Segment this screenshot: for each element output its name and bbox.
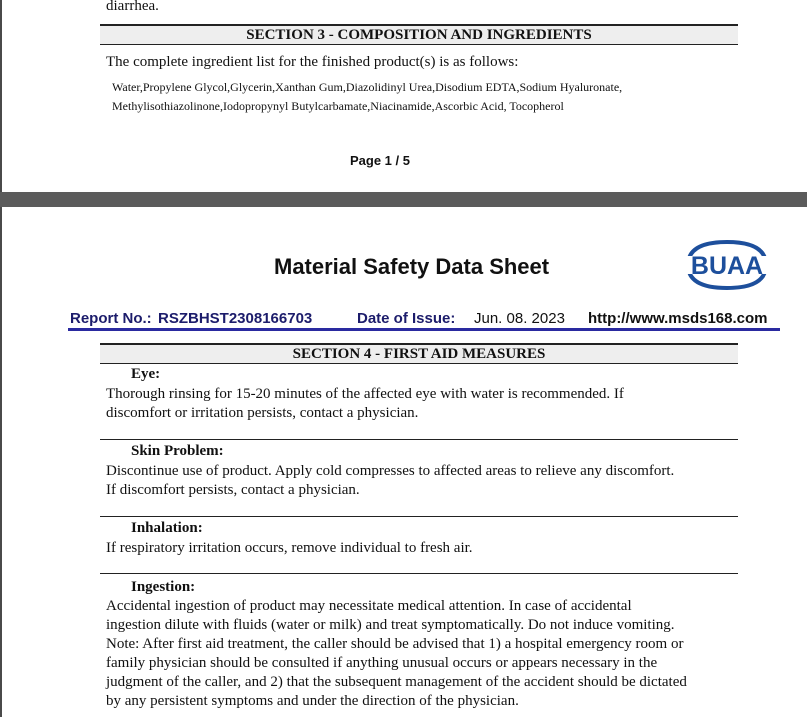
document-page-1	[0, 0, 807, 192]
skin-text-line-2: If discomfort persists, contact a physician.	[106, 482, 360, 498]
buaa-logo	[678, 239, 776, 291]
website-link[interactable]: http://www.msds168.com	[588, 310, 768, 327]
page-number: Page 1 / 5	[350, 153, 410, 168]
inhalation-heading: Inhalation:	[131, 520, 203, 536]
document-title: Material Safety Data Sheet	[274, 254, 550, 279]
skin-text-line-1: Discontinue use of product. Apply cold compresses to affected areas to relieve any discomfort.	[106, 463, 675, 479]
ingestion-heading: Ingestion:	[131, 579, 196, 595]
ingestion-text-line-1: Accidental ingestion of product may necessitate medical attention. In case of accidental	[106, 598, 632, 614]
skin-problem-heading: Skin Problem:	[131, 443, 224, 459]
ingestion-text-line-2: ingestion dilute with fluids (water or milk) and treat symptomatically. Do not induce vomiting.	[106, 617, 675, 633]
report-underline	[68, 328, 780, 331]
divider	[100, 516, 738, 517]
date-of-issue-value: Jun. 08. 2023	[474, 310, 565, 327]
section-3-header: SECTION 3 - COMPOSITION AND INGREDIENTS	[100, 24, 738, 45]
inhalation-text-line-1: If respiratory irritation occurs, remove individual to fresh air.	[106, 540, 473, 556]
ingestion-text-line-6: by any persistent symptoms and under the direction of the physician.	[106, 693, 519, 709]
ingredients-intro: The complete ingredient list for the finished product(s) is as follows:	[106, 54, 519, 70]
report-info-row	[68, 310, 782, 330]
eye-heading: Eye:	[131, 366, 161, 382]
logo-text: BUAA	[690, 252, 764, 280]
ingredient-list-line-1: Water,Propylene Glycol,Glycerin,Xanthan Gum,Diazolidinyl Urea,Disodium EDTA,Sodium Hyaluronate,	[112, 80, 623, 94]
divider	[100, 573, 738, 574]
report-number-label: Report No.:	[70, 310, 152, 327]
date-of-issue-label: Date of Issue:	[357, 310, 456, 327]
document-page-2	[0, 207, 807, 717]
ingestion-text-line-5: judgment of the caller, and 2) that the subsequent management of the accident should be dictated	[106, 674, 687, 690]
report-number-value: RSZBHST2308166703	[158, 310, 313, 327]
divider	[100, 439, 738, 440]
ingestion-text-line-3: Note: After first aid treatment, the caller should be advised that 1) a hospital emergency room or	[106, 636, 684, 652]
carried-over-text: diarrhea.	[106, 0, 159, 14]
eye-text-line-1: Thorough rinsing for 15-20 minutes of the affected eye with water is recommended. If	[106, 386, 624, 402]
section-4-header: SECTION 4 - FIRST AID MEASURES	[100, 343, 738, 364]
ingredient-list-line-2: Methylisothiazolinone,Iodopropynyl Butylcarbamate,Niacinamide,Ascorbic Acid, Tocopherol	[112, 99, 564, 113]
ingestion-text-line-4: family physician should be consulted if anything unusual occurs or appears necessary in the	[106, 655, 658, 671]
page-separator	[0, 192, 807, 207]
eye-text-line-2: discomfort or irritation persists, contact a physician.	[106, 405, 419, 421]
